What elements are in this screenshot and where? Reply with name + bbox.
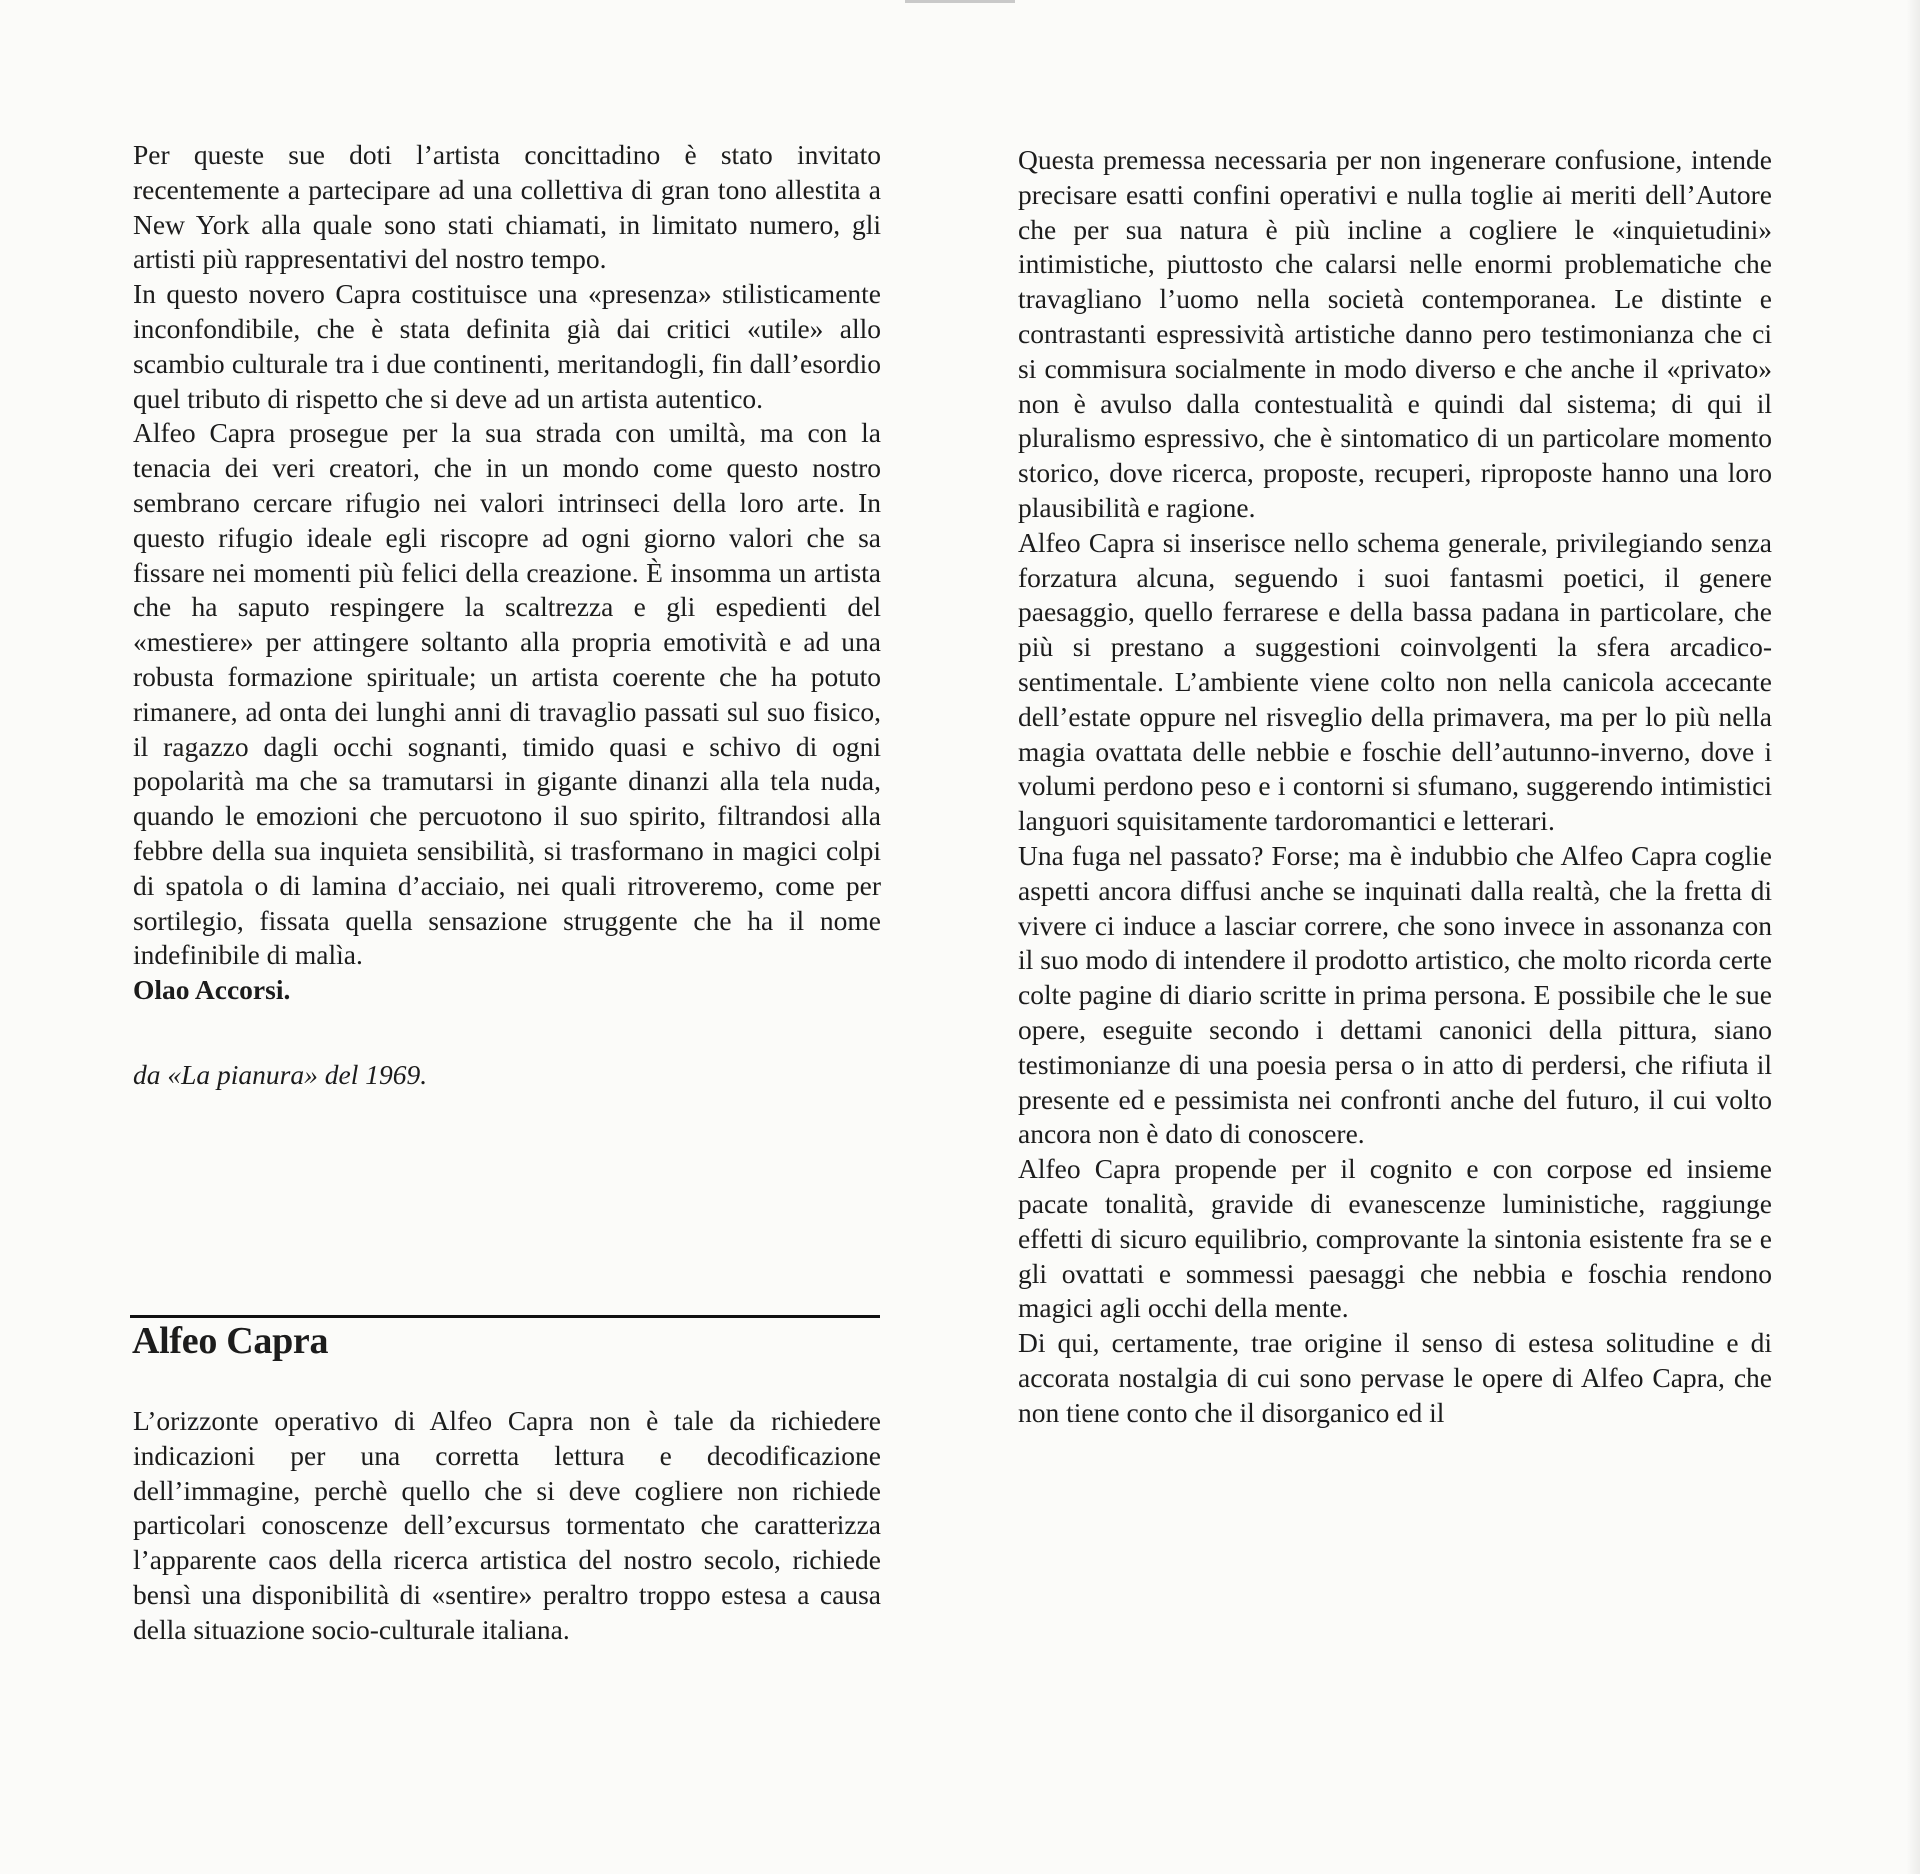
left-paragraph-1: Per queste sue doti l’artista concittadino è stato invitato recentemente a partecipare ad una collettiva di gran tono allestita a New York alla quale sono stati chiamati, in limitato numero, gli artisti più rappresentativi del nostro tempo. — [133, 139, 881, 275]
author-signature: Olao Accorsi. — [133, 974, 291, 1006]
right-column — [1018, 143, 1772, 1430]
section-intro — [133, 1404, 881, 1648]
right-paragraph-2: Alfeo Capra si inserisce nello schema generale, privilegiando senza forzatura alcuna, seguendo i suoi fantasmi poetici, il genere paesaggio, quello ferrarese e della bassa padana in particolare, che più si prestano a suggestioni coinvolgenti la sfera arcadico-sentimentale. L’ambiente viene colto non nella canicola accecante dell’estate oppure nel risveglio della primavera, ma per lo più nella magia ovattata delle nebbie e foschie dell’autunno-inverno, dove i volumi perdono peso e i contorni si sfumano, suggerendo intimistici languori squisitamente tardoromantici e letterari. — [1018, 526, 1772, 837]
source-citation: da «La pianura» del 1969. — [133, 1058, 428, 1090]
right-paragraph-3: Una fuga nel passato? Forse; ma è indubbio che Alfeo Capra coglie aspetti ancora diffusi anche se inquinati dalla realtà, che la fretta di vivere ci induce a lasciar correre, che sono invece in assonanza con il suo modo di intendere il prodotto artistico, che molto ricorda certe colte pagine di diario scritte in prima persona. E possibile che le sue opere, eseguite secondo i dettami canonici della pittura, siano testimonianze di una poesia persa o in atto di perdersi, che rifiuta il presente ed e pessimista nei confronti anche del futuro, il cui volto ancora non è dato di conoscere. — [1018, 839, 1772, 1150]
intro-paragraph: L’orizzonte operativo di Alfeo Capra non è tale da richiedere indicazioni per una corretta lettura e decodificazione dell’immagine, perchè quello che si deve cogliere non richiede particolari conoscenze dell’excursus tormentato che caratterizza l’apparente caos della ricerca artistica del nostro secolo, richiede bensì una disponibilità di «sentire» peraltro troppo estesa a causa della situazione socio-culturale italiana. — [133, 1405, 881, 1645]
left-column — [133, 138, 881, 1093]
page-edge-shadow — [1906, 0, 1920, 1874]
section-title: Alfeo Capra — [132, 1320, 329, 1362]
left-paragraph-3: Alfeo Capra prosegue per la sua strada con umiltà, ma con la tenacia dei veri creatori, che in un mondo come questo nostro sembrano cercare rifugio nei valori intrinseci della loro arte. In questo rifugio ideale egli riscopre ad ogni giorno valori che sa fissare nei momenti più felici della creazione. È insomma un artista che ha saputo respingere la scaltrezza e gli espedienti del «mestiere» per attingere soltanto alla propria emotività e ad una robusta formazione spirituale; un artista coerente che ha potuto rimanere, ad onta dei lunghi anni di travaglio passati sul suo fisico, il ragazzo dagli occhi sognanti, timido quasi e schivo di ogni popolarità ma che sa tramutarsi in gigante dinanzi alla tela nuda, quando le emozioni che percuotono il suo spirito, filtrandosi alla febbre della sua inquieta sensibilità, si trasformano in magici colpi di spatola o di lamina d’acciaio, nei quali ritroveremo, come per sortilegio, fissata quella sensazione struggente che ha il nome indefinibile di malìa. — [133, 417, 881, 971]
left-paragraph-2: In questo novero Capra costituisce una «presenza» stilisticamente inconfondibile, che è stata definita già dai critici «utile» allo scambio culturale tra i due continenti, meritandogli, fin dall’esordio quel tributo di rispetto che si deve ad un artista autentico. — [133, 278, 881, 414]
right-paragraph-1: Questa premessa necessaria per non ingenerare confusione, intende precisare esatti confini operativi e nulla toglie ai meriti dell’Autore che per sua natura è più incline a cogliere le «inquietudini» intimistiche, piuttosto che calarsi nelle enormi problematiche che travagliano l’uomo nella società contemporanea. Le distinte e contrastanti espressività artistiche danno pero testimonianza che ci si commisura socialmente in modo diverso e che anche il «privato» non è avulso dalla contestualità e quindi dal sistema; di qui il pluralismo espressivo, che è sintomatico di un particolare momento storico, dove ricerca, proposte, recuperi, riproposte hanno una loro plausibilità e ragione. — [1018, 144, 1772, 523]
right-paragraph-4: Alfeo Capra propende per il cognito e con corpose ed insieme pacate tonalità, gravide di evanescenze luministiche, raggiunge effetti di sicuro equilibrio, comprovante la sintonia esistente fra se e gli ovattati e sommessi paesaggi che nebbia e foschia rendono magici agli occhi della mente. — [1018, 1153, 1772, 1324]
right-paragraph-5: Di qui, certamente, trae origine il senso di estesa solitudine e di accorata nostalgia di cui sono pervase le opere di Alfeo Capra, che non tiene conto che il disorganico ed il — [1018, 1327, 1772, 1428]
scan-edge-mark — [905, 0, 1015, 3]
